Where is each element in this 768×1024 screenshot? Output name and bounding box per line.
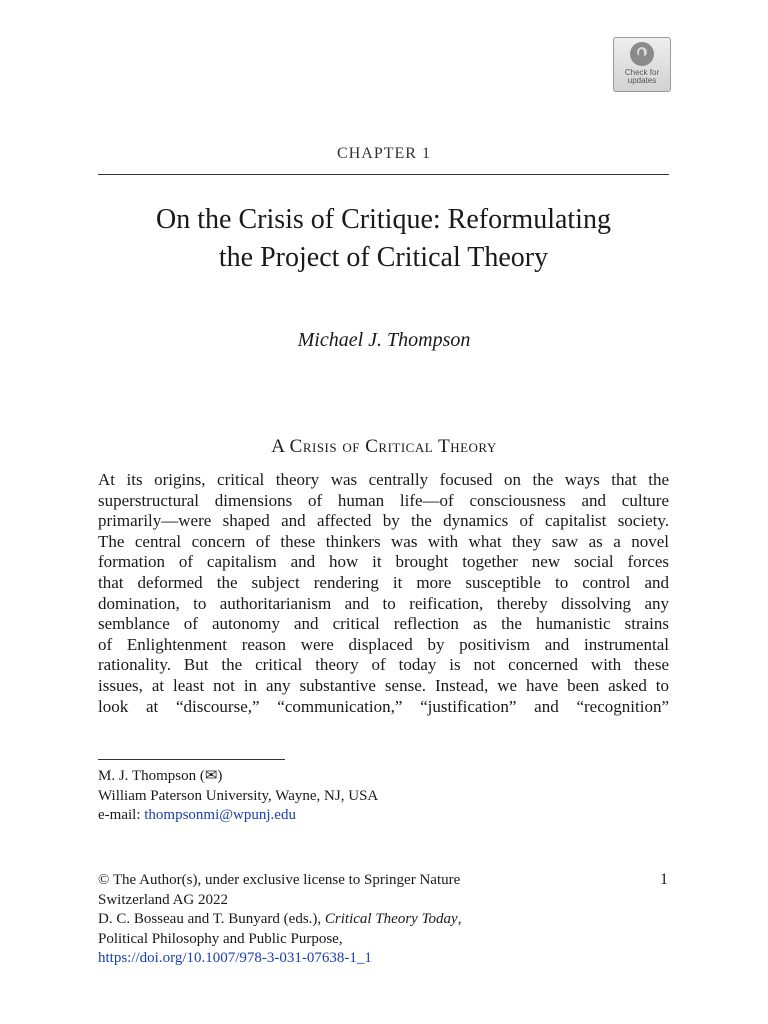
email-label: e-mail:: [98, 807, 145, 823]
body-line: primarily—were shaped and affected by the dynamics of capitalist society.: [98, 511, 669, 531]
header-rule: [98, 174, 669, 175]
chapter-title: [98, 201, 669, 277]
copyright-line-2: Switzerland AG 2022: [98, 891, 228, 908]
body-line: look at “discourse,” “communication,” “justification” and “recognition”: [98, 696, 669, 716]
footnote-email-row: [98, 806, 378, 826]
title-line-1: On the Crisis of Critique: Reformulating: [156, 204, 611, 235]
doi-link[interactable]: https://doi.org/10.1007/978-3-031-07638-1_1: [98, 950, 372, 966]
section-heading: A Crisis of Critical Theory: [271, 436, 497, 457]
author-footnote: [98, 767, 378, 826]
book-title: Critical Theory Today: [324, 911, 458, 927]
body-line: The central concern of these thinkers was with what they saw as a novel: [98, 531, 669, 551]
footnote-affiliation: William Paterson University, Wayne, NJ, USA: [98, 787, 379, 804]
badge-text: [614, 69, 670, 85]
title-line-2: the Project of Critical Theory: [218, 242, 549, 273]
page-number: 1: [660, 871, 668, 888]
check-for-updates-badge[interactable]: [613, 37, 671, 92]
update-bookmark-icon: [630, 42, 654, 66]
footnote-author: M. J. Thompson (✉): [98, 768, 223, 784]
body-line: issues, at least not in any substantive sense. Instead, we have been asked to: [98, 675, 669, 695]
footnote-rule: [98, 759, 285, 760]
body-line: semblance of autonomy and critical reflection as the humanistic strains: [98, 614, 669, 634]
chapter-label: CHAPTER 1: [337, 145, 431, 162]
book-title-suffix: ,: [457, 911, 462, 927]
badge-text-line1: Check for: [624, 68, 660, 77]
badge-text-line2: updates: [627, 76, 657, 85]
series-line: Political Philosophy and Public Purpose,: [98, 930, 343, 947]
body-paragraph: [98, 470, 669, 717]
body-line: rationality. But the critical theory of today is not concerned with these: [98, 655, 669, 675]
body-line: of Enlightenment reason were displaced by positivism and instrumental: [98, 634, 669, 654]
citation-line: [98, 910, 669, 930]
copyright-line-1: © The Author(s), under exclusive license to Springer Nature: [98, 872, 461, 888]
body-line: that deformed the subject rendering it more susceptible to control and: [98, 572, 669, 592]
body-line: formation of capitalism and how it brought together new social forces: [98, 552, 669, 572]
editors: D. C. Bosseau and T. Bunyard (eds.),: [98, 911, 325, 927]
email-link[interactable]: thompsonmi@wpunj.edu: [144, 807, 296, 823]
copyright-block: [98, 871, 669, 969]
body-line: domination, to authoritarianism and to reification, thereby dissolving any: [98, 593, 669, 613]
author-name: Michael J. Thompson: [297, 329, 471, 351]
body-line: At its origins, critical theory was centrally focused on the ways that the: [98, 470, 669, 489]
body-line: superstructural dimensions of human life—of consciousness and culture: [98, 490, 669, 510]
